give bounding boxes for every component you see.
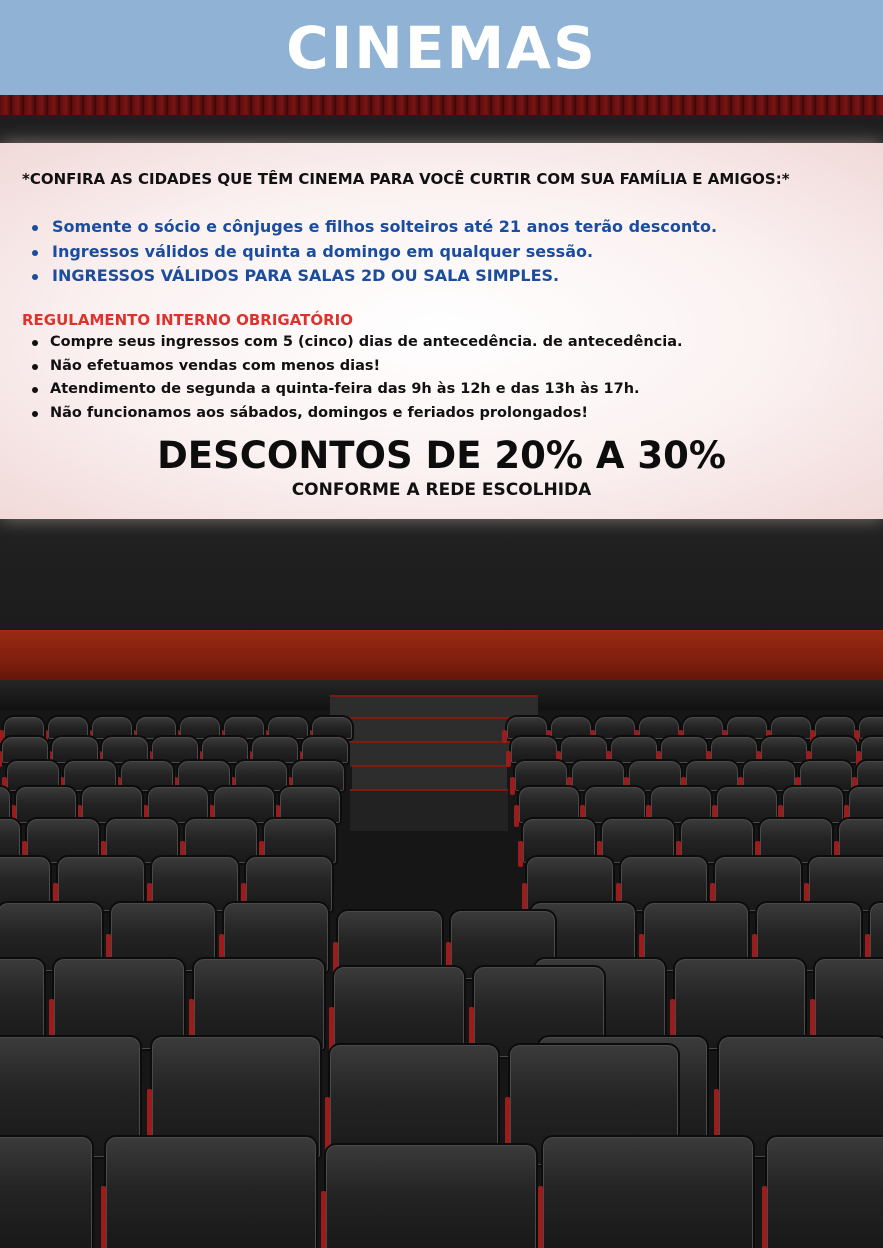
benefit-text: Ingressos válidos de quinta a domingo em qualquer sessão. [52,241,594,261]
regulation-item [22,355,683,379]
bullet-icon [32,274,38,280]
cities-intro-text: *CONFIRA AS CIDADES QUE TÊM CINEMA PARA VOCÊ CURTIR COM SUA FAMÍLIA E AMIGOS:* [22,170,790,188]
seat [324,1143,538,1248]
regulation-item [22,402,683,426]
benefit-item [22,215,717,240]
regulation-item [22,378,683,402]
benefit-text: Somente o sócio e cônjuges e filhos solteiros até 21 anos terão desconto. [52,217,718,236]
curtain-valance [0,95,883,115]
seat [0,1135,94,1248]
benefit-item [22,240,717,265]
bullet-icon [32,411,38,417]
seat [541,1135,755,1248]
bullet-icon [32,387,38,393]
regulation-text: Compre seus ingressos com 5 (cinco) dias de antecedência. de antecedência. [50,334,683,350]
regulation-item [22,331,683,355]
regulation-title: REGULAMENTO INTERNO OBRIGATÓRIO [22,311,354,329]
benefit-text: INGRESSOS VÁLIDOS PARA SALAS 2D OU SALA SIMPLES. [52,266,560,285]
benefits-list [22,215,717,289]
aisle-step [350,741,510,767]
seat [765,1135,883,1248]
bullet-icon [32,250,38,256]
page-title: CINEMAS [286,13,597,82]
aisle-step [352,765,507,791]
regulation-list [22,331,683,425]
benefit-item [22,264,717,289]
aisle-step [350,789,508,831]
discount-subline: CONFORME A REDE ESCOLHIDA [291,480,592,500]
stage [0,630,883,685]
regulation-text: Não efetuamos vendas com menos dias! [50,357,381,374]
discount-headline: DESCONTOS DE 20% A 30% [157,434,726,477]
aisle-step [345,717,515,743]
regulation-text: Não funcionamos aos sábados, domingos e feriados prolongados! [50,404,589,421]
bullet-icon [32,364,38,370]
bullet-icon [32,225,38,231]
seat [104,1135,318,1248]
regulation-text: Atendimento de segunda a quinta-feira das 9h às 12h e das 13h às 17h. [50,381,640,397]
aisle-step [330,695,538,719]
bullet-icon [32,340,38,346]
page-header [0,0,883,95]
